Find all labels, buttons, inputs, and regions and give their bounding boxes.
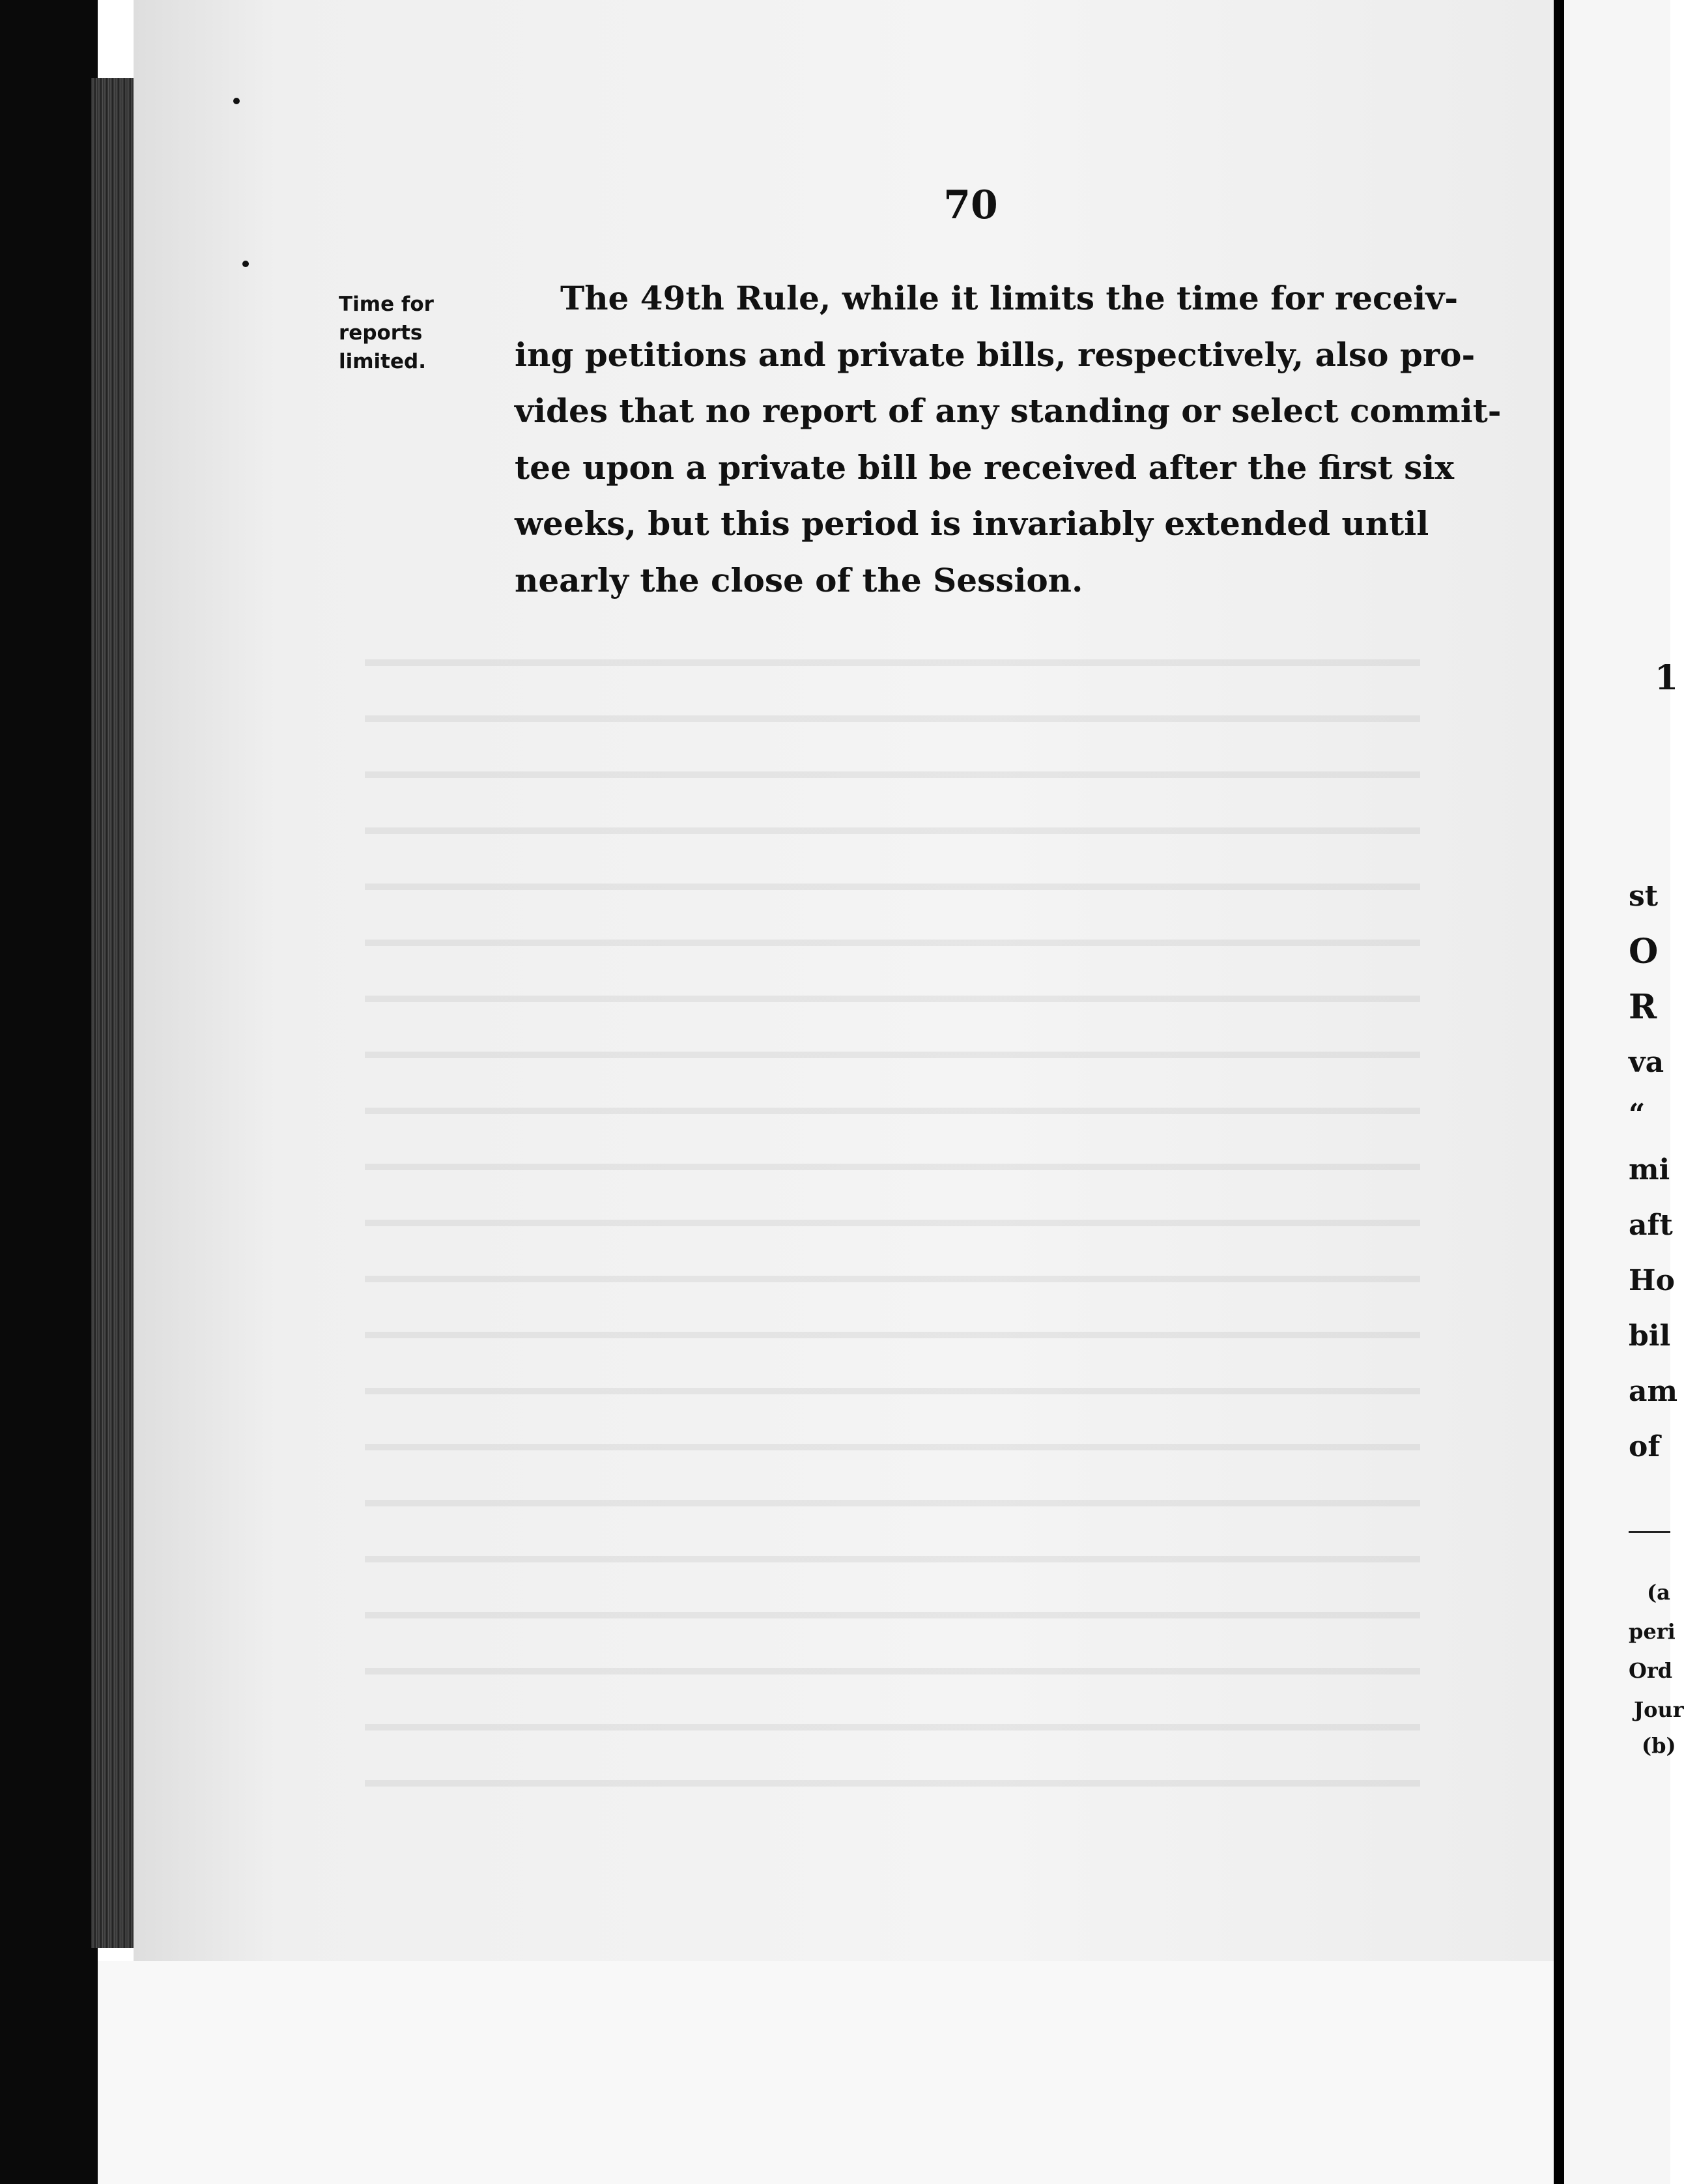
bottom-margin [98, 1961, 1554, 2184]
next-page-footnote-fragment: peri [1629, 1619, 1676, 1644]
paragraph-line: The 49th Rule, while it limits the time for receiv- [560, 279, 1459, 317]
page-number: 70 [943, 182, 998, 228]
margin-note [339, 290, 479, 376]
next-page-line-fragment: am [1629, 1375, 1678, 1408]
next-page-line-fragment: va [1629, 1046, 1664, 1079]
next-page-line-fragment: “ [1629, 1098, 1646, 1131]
margin-note-line: limited. [339, 350, 426, 373]
paragraph-line: ing petitions and private bills, respectively, also pro- [515, 335, 1476, 374]
paragraph-line: tee upon a private bill be received after the first six [515, 448, 1455, 487]
page-gutter [1554, 0, 1564, 2184]
next-page-footnote-fragment: Jour [1634, 1697, 1684, 1722]
next-page-line-fragment: Ho [1629, 1264, 1675, 1297]
bleed-through-text [365, 625, 1420, 1831]
print-speck [233, 98, 240, 104]
next-page-line-fragment: of [1629, 1430, 1661, 1463]
next-page-line-fragment: st [1629, 880, 1659, 913]
paragraph-line: weeks, but this period is invariably extended until [515, 504, 1429, 543]
next-page-footnote-fragment: Ord [1629, 1658, 1673, 1683]
next-page-heading-fragment: 1 [1655, 658, 1679, 698]
next-page-line-fragment: aft [1629, 1209, 1673, 1242]
margin-note-line: Time for [339, 293, 434, 316]
margin-note-line: reports [339, 321, 423, 345]
paragraph-line: nearly the close of the Session. [515, 560, 1083, 599]
book-binding [0, 0, 98, 2184]
next-page-line-fragment: bil [1629, 1319, 1671, 1353]
print-speck [242, 261, 249, 267]
next-page-footnote-fragment: (b) [1642, 1733, 1676, 1758]
next-page-line-fragment: mi [1629, 1153, 1670, 1186]
paragraph [515, 270, 1502, 609]
next-page-line-fragment: O [1629, 932, 1659, 971]
paragraph-line: vides that no report of any standing or select commit- [515, 392, 1502, 430]
adjacent-page [1564, 0, 1673, 2184]
footnote-rule [1629, 1531, 1670, 1533]
next-page-footnote-fragment: (a [1647, 1580, 1670, 1605]
next-page-line-fragment: R [1629, 987, 1657, 1027]
